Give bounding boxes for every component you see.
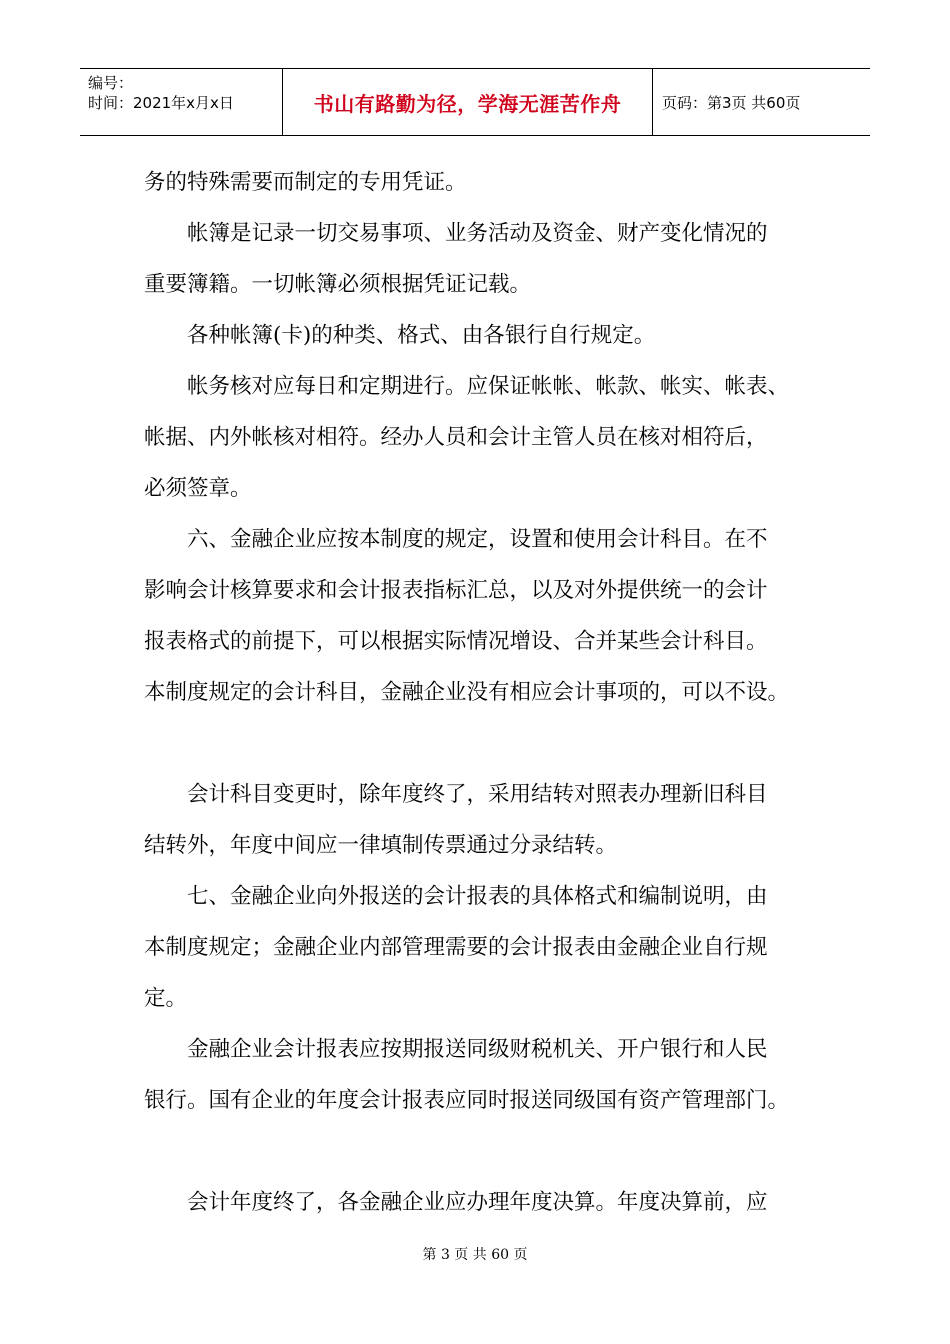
body-line: 帐务核对应每日和定期进行。应保证帐帐、帐款、帐实、帐表、: [144, 374, 790, 399]
body-line: 六、金融企业应按本制度的规定，设置和使用会计科目。在不: [144, 527, 768, 552]
body-line: 银行。国有企业的年度会计报表应同时报送同级国有资产管理部门。: [144, 1088, 790, 1113]
body-line: 务的特殊需要而制定的专用凭证。: [144, 170, 467, 195]
body-line: 七、金融企业向外报送的会计报表的具体格式和编制说明，由: [144, 884, 768, 909]
body-line: 金融企业会计报表应按期报送同级财税机关、开户银行和人民: [144, 1037, 768, 1062]
body-line: 报表格式的前提下，可以根据实际情况增设、合并某些会计科目。: [144, 629, 768, 654]
body-line: 帐据、内外帐核对相符。经办人员和会计主管人员在核对相符后，: [144, 425, 768, 450]
body-line: 必须签章。: [144, 476, 252, 501]
header-date-label: 时间：2021年x月x日: [88, 94, 234, 112]
header-number-label: 编号：: [88, 74, 134, 92]
body-line: 会计年度终了，各金融企业应办理年度决算。年度决算前，应: [144, 1190, 768, 1215]
body-line: 重要簿籍。一切帐簿必须根据凭证记载。: [144, 272, 532, 297]
body-line: 影响会计核算要求和会计报表指标汇总，以及对外提供统一的会计: [144, 578, 768, 603]
body-line: 本制度规定；金融企业内部管理需要的会计报表由金融企业自行规: [144, 935, 768, 960]
header-meta: [80, 69, 280, 135]
header-motto: 书山有路勤为径，学海无涯苦作舟: [313, 91, 622, 116]
page-footer: 第 3 页 共 60 页: [422, 1247, 528, 1263]
body-line: 帐簿是记录一切交易事项、业务活动及资金、财产变化情况的: [144, 221, 768, 246]
body-line: 定。: [144, 986, 188, 1011]
body-line: 会计科目变更时，除年度终了，采用结转对照表办理新旧科目: [144, 782, 768, 807]
body-line: 本制度规定的会计科目，金融企业没有相应会计事项的，可以不设。: [144, 680, 790, 705]
header-divider-right: [652, 69, 653, 135]
document-header: [80, 68, 870, 136]
header-page-label: 页码：第3页 共60页: [662, 93, 801, 112]
body-line: 结转外，年度中间应一律填制传票通过分录结转。: [144, 833, 618, 858]
body-line: 各种帐簿(卡)的种类、格式、由各银行自行规定。: [144, 323, 656, 348]
